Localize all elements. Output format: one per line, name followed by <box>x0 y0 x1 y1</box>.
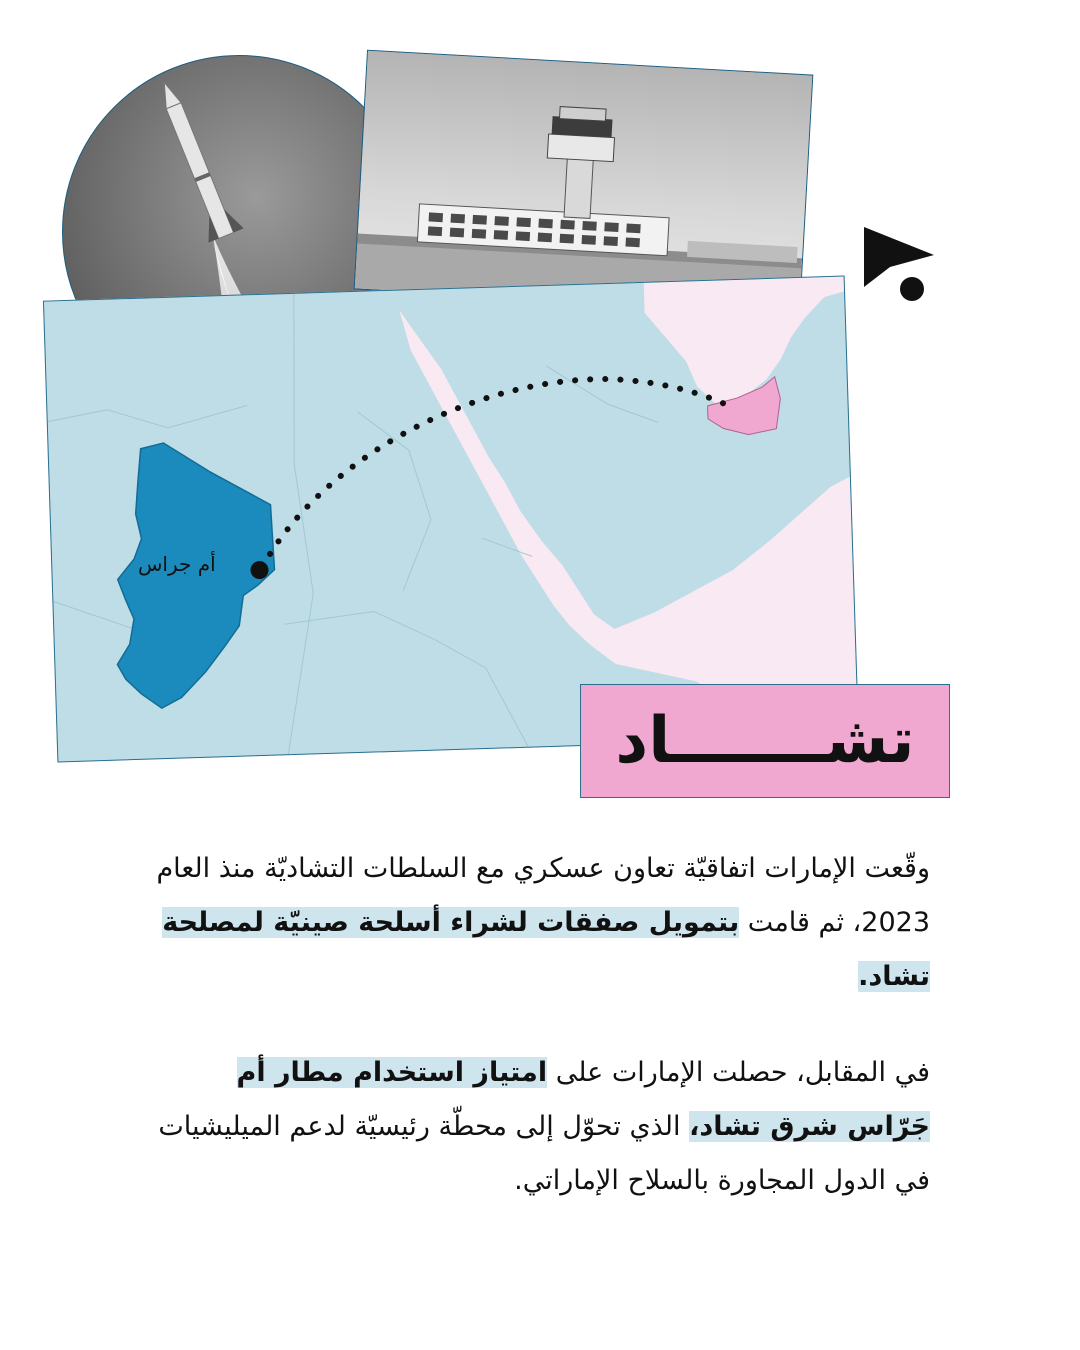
paragraph-2-text-b: الذي تحوّل إلى محطّة رئيسيّة لدعم الميليشيات في الدول المجاورة بالسلاح الإماراتي. <box>158 1111 930 1196</box>
paragraph-2 <box>150 1046 930 1208</box>
paragraph-1-highlight: بتمويل صفقات لشراء أسلحة صينيّة لمصلحة تشاد. <box>162 907 930 992</box>
gulf-land <box>644 277 848 408</box>
airport-tower-photo <box>354 50 814 315</box>
paragraph-1-text: وقّعت الإمارات اتفاقيّة تعاون عسكري مع السلطات التشاديّة منذ العام 2023، ثم قامت <box>156 853 930 938</box>
map-place-label: أم جراس <box>138 552 216 576</box>
page-title: تشـــــــاد <box>615 704 915 778</box>
paragraph-1 <box>150 842 930 1004</box>
arrow-dot-logo-icon <box>862 225 942 309</box>
paragraph-2-highlight: امتياز استخدام مطار أم جَرّاس شرق تشاد، <box>236 1057 930 1142</box>
paragraph-2-text-a: في المقابل، حصلت الإمارات على <box>547 1057 930 1088</box>
title-box <box>580 684 950 798</box>
red-sea-land <box>399 297 858 751</box>
